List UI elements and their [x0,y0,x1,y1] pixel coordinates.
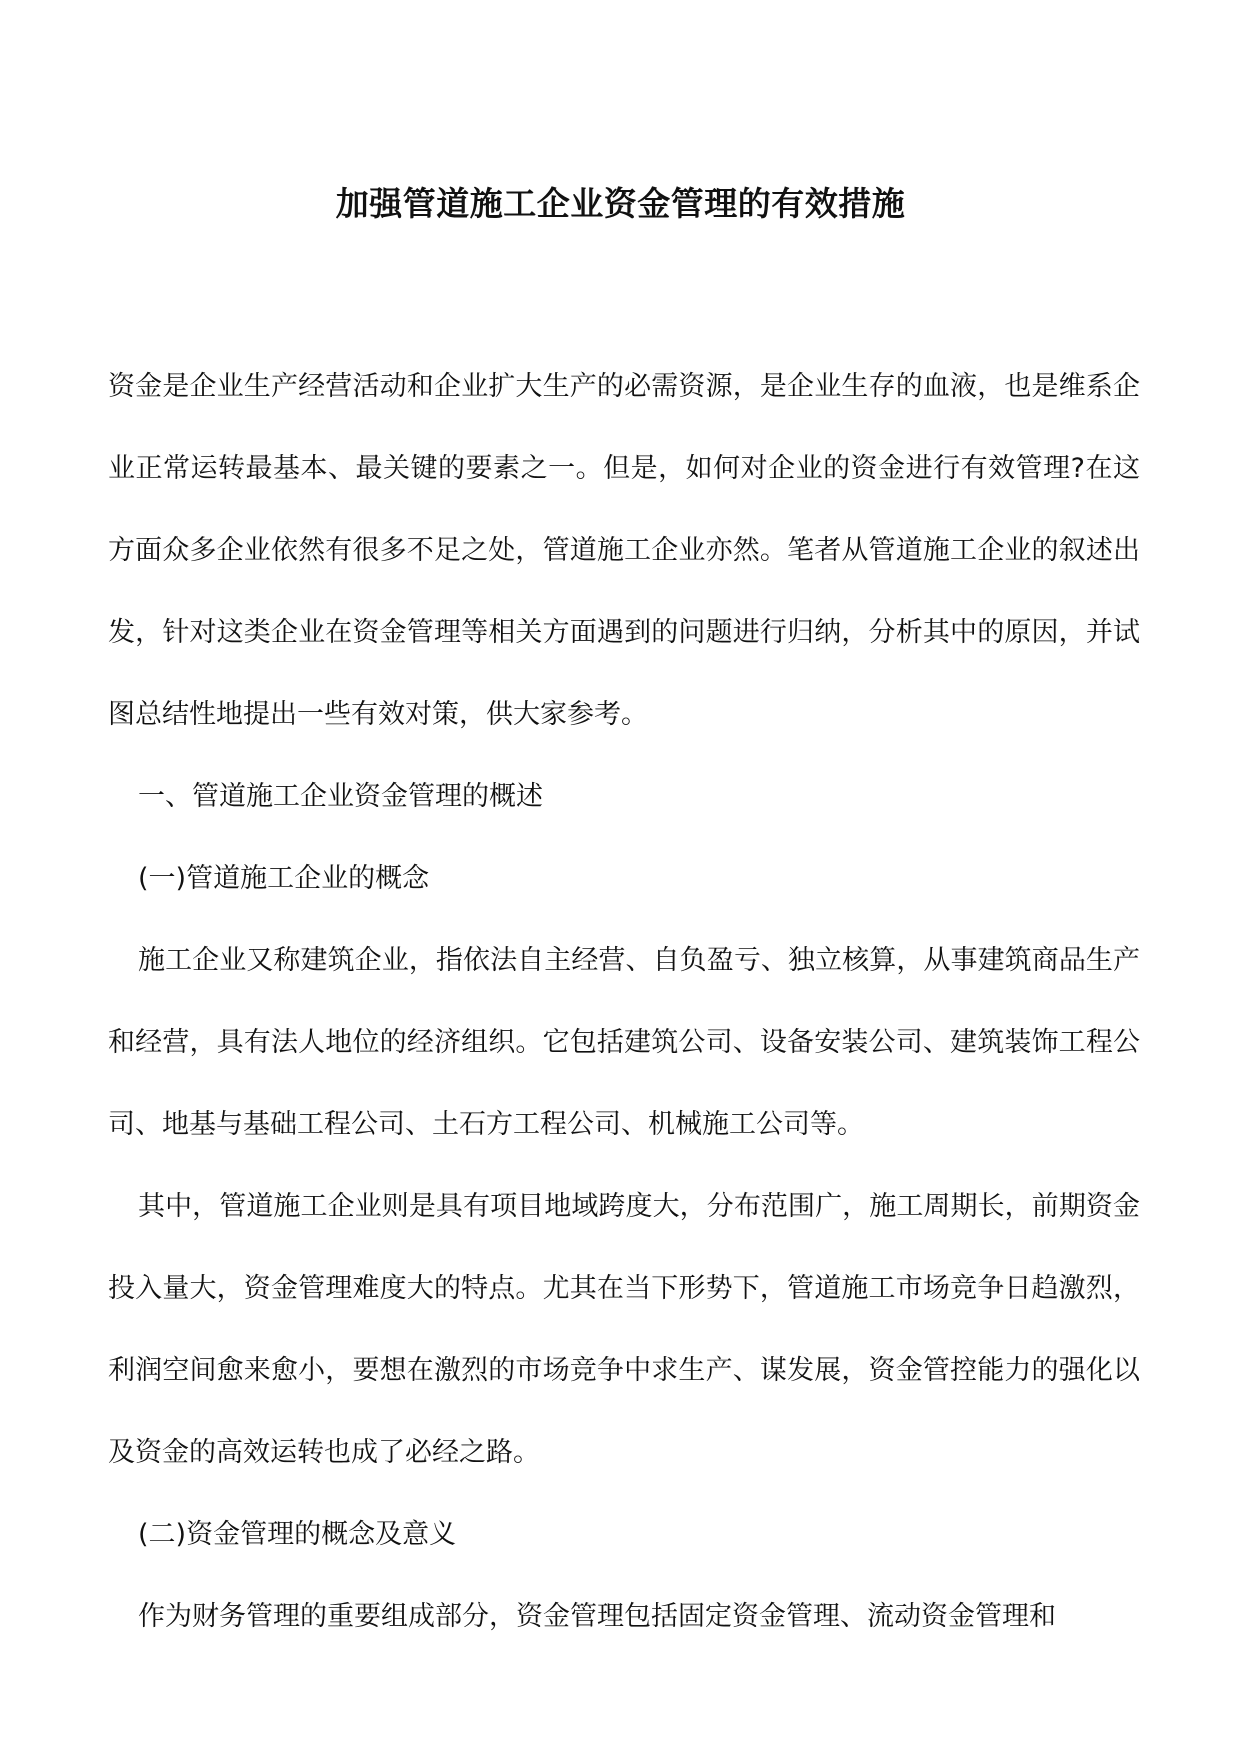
document-body [108,346,1140,1658]
subsection-heading: (一)管道施工企业的概念 [138,863,430,894]
body-paragraph: 作为财务管理的重要组成部分，资金管理包括固定资金管理、流动资金管理和 [138,1601,1056,1632]
body-paragraph: 施工企业又称建筑企业，指依法自主经营、自负盈亏、独立核算，从事建筑商品生产和经营，具有法人地位的经济组织。它包括建筑公司、设备安装公司、建筑装饰工程公司、地基与基础工程公司、土石方工程公司、机械施工公司等。 [108,945,1140,1140]
intro-paragraph: 资金是企业生产经营活动和企业扩大生产的必需资源，是企业生存的血液，也是维系企业正常运转最基本、最关键的要素之一。但是，如何对企业的资金进行有效管理?在这方面众多企业依然有很多不足之处，管道施工企业亦然。笔者从管道施工企业的叙述出发，针对这类企业在资金管理等相关方面遇到的问题进行归纳，分析其中的原因，并试图总结性地提出一些有效对策，供大家参考。 [108,371,1140,730]
body-paragraph: 其中，管道施工企业则是具有项目地域跨度大，分布范围广，施工周期长，前期资金投入量大，资金管理难度大的特点。尤其在当下形势下，管道施工市场竞争日趋激烈，利润空间愈来愈小，要想在激烈的市场竞争中求生产、谋发展，资金管控能力的强化以及资金的高效运转也成了必经之路。 [108,1191,1140,1468]
subsection-heading: (二)资金管理的概念及意义 [138,1519,457,1550]
document-title: 加强管道施工企业资金管理的有效措施 [335,184,906,224]
section-heading: 一、管道施工企业资金管理的概述 [138,781,543,812]
